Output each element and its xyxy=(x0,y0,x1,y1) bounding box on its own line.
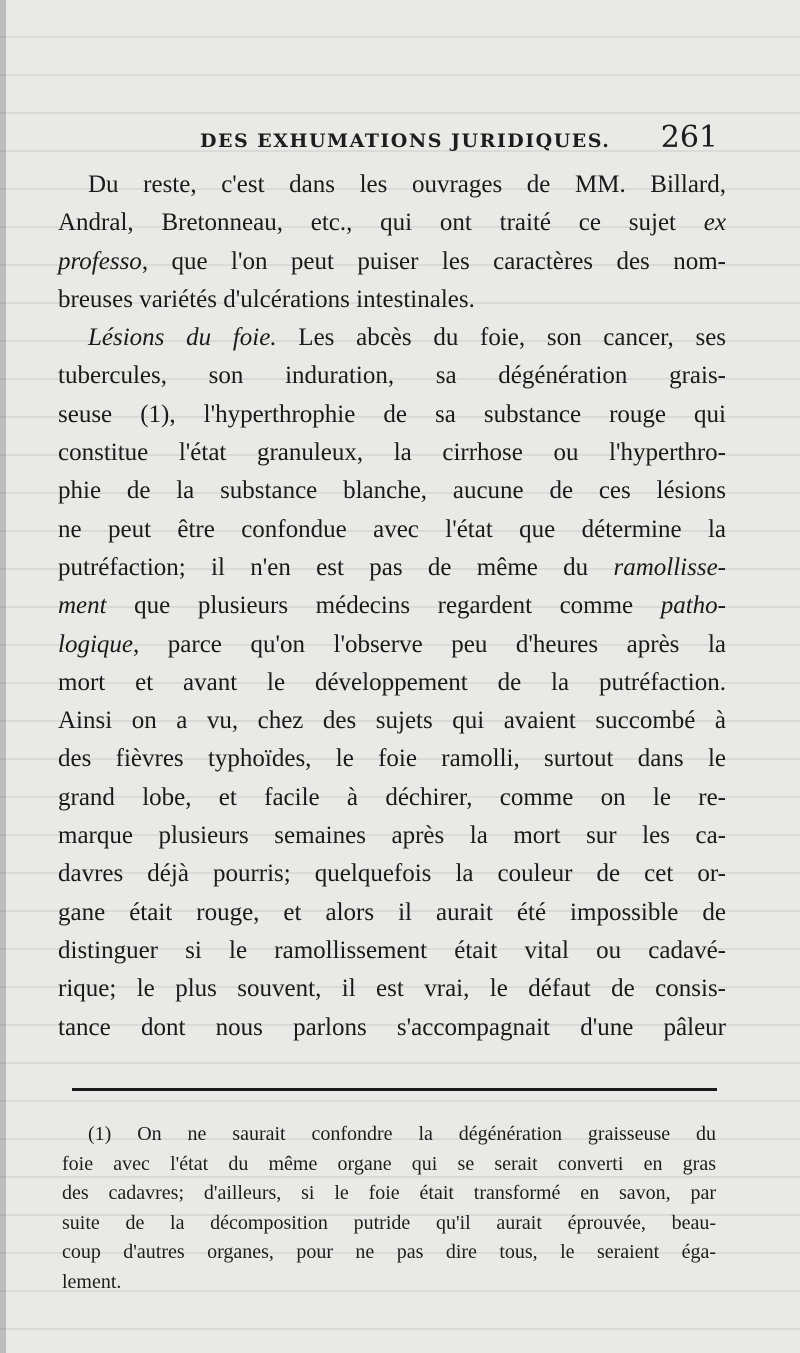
footnote xyxy=(62,1120,716,1297)
page-number: 261 xyxy=(660,120,718,155)
text-line: marque plusieurs semaines après la mort sur les ca- xyxy=(58,822,726,850)
text-line: mort et avant le développement de la putréfaction. xyxy=(58,668,726,696)
footnote-line: suite de la décomposition putride qu'il aurait éprouvée, beau- xyxy=(62,1211,716,1234)
text-line: tubercules, son induration, sa dégénération grais- xyxy=(58,362,726,390)
text-line: professo, que l'on peut puiser les caractères des nom- xyxy=(58,247,726,275)
running-head: DES EXHUMATIONS JURIDIQUES. xyxy=(200,130,611,152)
text-line: davres déjà pourris; quelquefois la couleur de cet or- xyxy=(58,860,726,888)
footnote-line: des cadavres; d'ailleurs, si le foie était transformé en savon, par xyxy=(62,1182,716,1204)
text-line: Andral, Bretonneau, etc., qui ont traité ce sujet ex xyxy=(58,209,726,237)
text-line: phie de la substance blanche, aucune de ces lésions xyxy=(58,477,726,505)
footnote-line: (1) On ne saurait confondre la dégénération graisseuse du xyxy=(88,1123,716,1145)
text-line: des fièvres typhoïdes, le foie ramolli, surtout dans le xyxy=(58,745,726,773)
page-header xyxy=(60,118,718,162)
footnote-rule xyxy=(72,1088,717,1091)
text-line: Lésions du foie. Les abcès du foie, son cancer, ses xyxy=(88,324,727,352)
text-line: ne peut être confondue avec l'état que détermine la xyxy=(58,515,726,543)
text-line: Du reste, c'est dans les ouvrages de MM. Billard, xyxy=(88,171,726,198)
text-line: Ainsi on a vu, chez des sujets qui avaient succombé à xyxy=(58,707,726,735)
footnote-line: foie avec l'état du même organe qui se serait converti en gras xyxy=(62,1152,716,1175)
text-line: grand lobe, et facile à déchirer, comme on le re- xyxy=(58,783,726,811)
text-line: tance dont nous parlons s'accompagnait d'une pâleur xyxy=(58,1013,726,1041)
text-line: breuses variétés d'ulcérations intestinales. xyxy=(58,285,475,313)
text-line: distinguer si le ramollissement était vital ou cadavé- xyxy=(58,936,726,964)
text-line: seuse (1), l'hyperthrophie de sa substance rouge qui xyxy=(58,400,726,428)
text-line: constitue l'état granuleux, la cirrhose ou l'hyperthro- xyxy=(58,439,726,467)
footnote-line: lement. xyxy=(62,1270,122,1293)
text-line: logique, parce qu'on l'observe peu d'heures après la xyxy=(58,630,726,658)
text-line: gane était rouge, et alors il aurait été impossible de xyxy=(58,898,726,926)
text-line: rique; le plus souvent, il est vrai, le défaut de consis- xyxy=(58,975,726,1003)
main-text xyxy=(58,166,726,1047)
text-line: ment que plusieurs médecins regardent comme patho- xyxy=(58,592,726,620)
text-line: putréfaction; il n'en est pas de même du ramollisse- xyxy=(58,553,726,581)
footnote-line: coup d'autres organes, pour ne pas dire tous, le seraient éga- xyxy=(62,1241,716,1263)
